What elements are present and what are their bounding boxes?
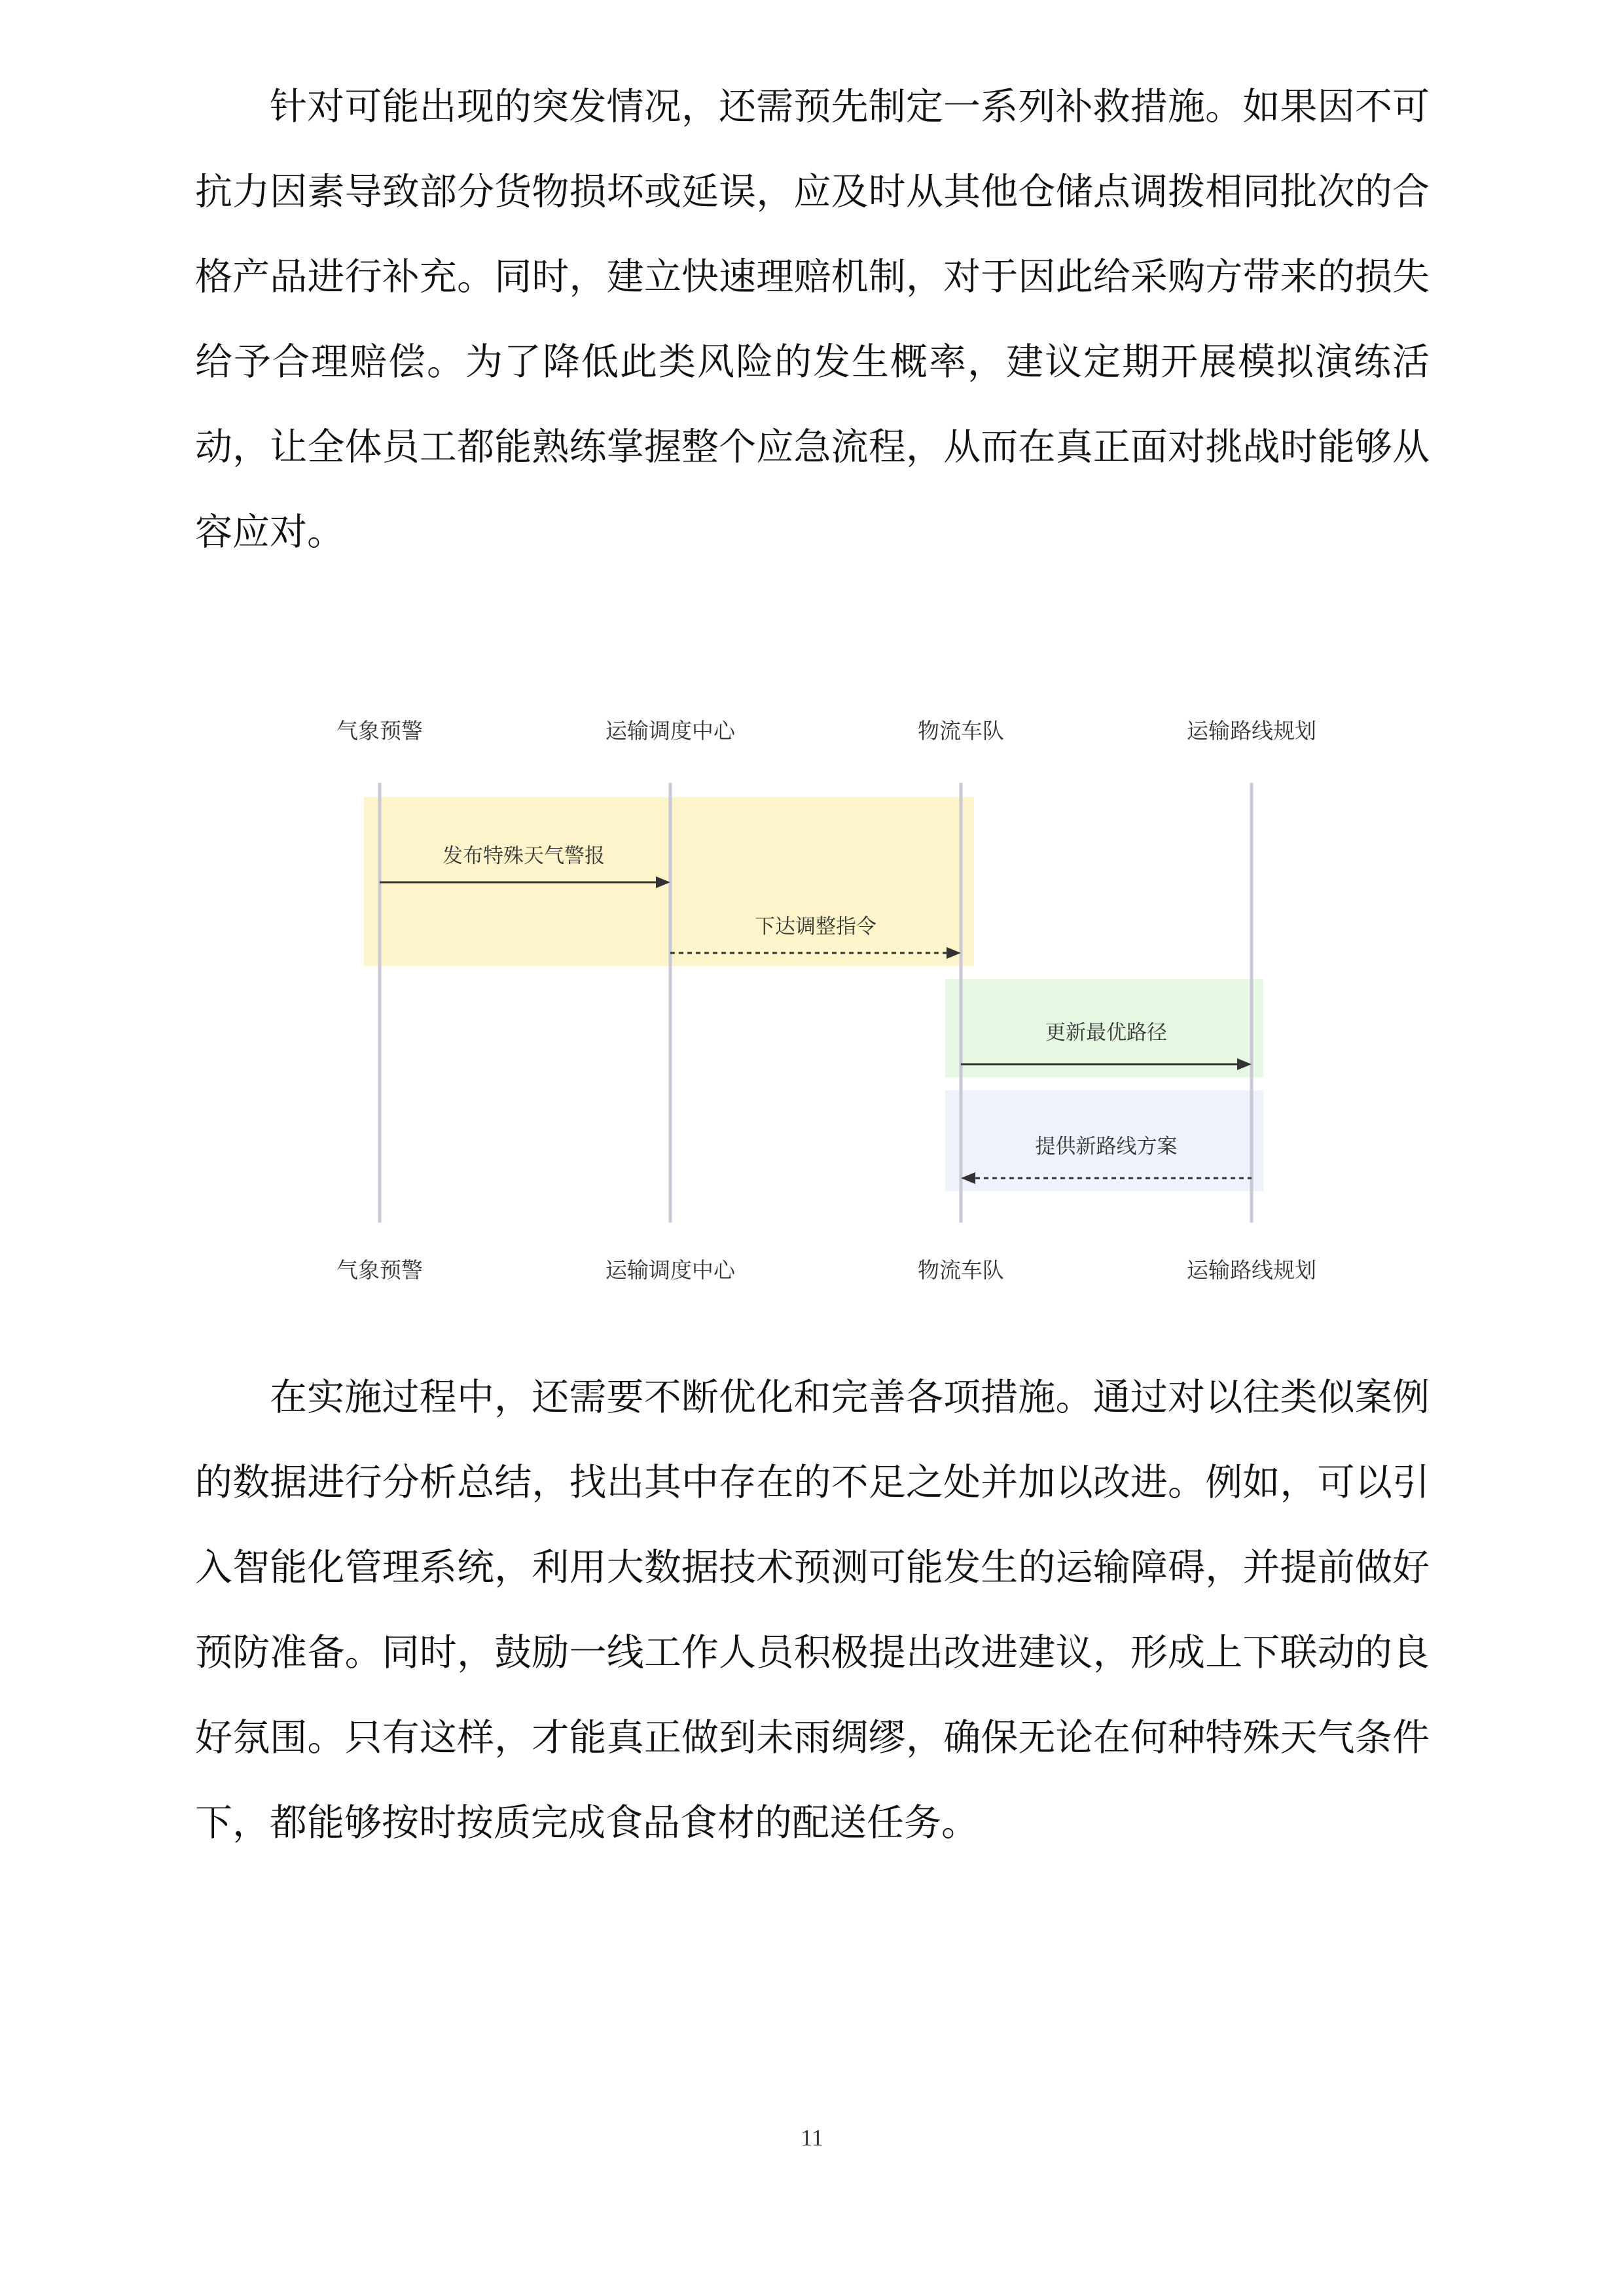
participant-dispatch-bottom: 运输调度中心: [605, 1257, 735, 1283]
participant-routing-top: 运输路线规划: [1187, 718, 1316, 744]
participant-weather-bottom: 气象预警: [336, 1257, 423, 1283]
message-label-issue-alert: 发布特殊天气警报: [442, 844, 605, 868]
paragraph-contingency-measures: 针对可能出现的突发情况，还需预先制定一系列补救措施。如果因不可抗力因素导致部分货物损坏或延误，应及时从其他仓储点调拨相同批次的合格产品进行补充。同时，建立快速理赔机制，对于因此给采购方带来的损失给予合理赔偿。为了降低此类风险的发生概率，建议定期开展模拟演练活动，让全体员工都能熟练掌握整个应急流程，从而在真正面对挑战时能够从容应对。: [195, 85, 1430, 554]
message-label-provide-plan: 提供新路线方案: [1035, 1135, 1178, 1158]
sequence-diagram: [281, 700, 1342, 1302]
message-label-update-route: 更新最优路径: [1045, 1021, 1167, 1045]
participant-weather-top: 气象预警: [336, 718, 423, 744]
participant-dispatch-top: 运输调度中心: [605, 718, 735, 744]
page-number: 11: [801, 2125, 823, 2151]
paragraph-implementation-optimization: 在实施过程中，还需要不断优化和完善各项措施。通过对以往类似案例的数据进行分析总结，找出其中存在的不足之处并加以改进。例如，可以引入智能化管理系统，利用大数据技术预测可能发生的运输障碍，并提前做好预防准备。同时，鼓励一线工作人员积极提出改进建议，形成上下联动的良好氛围。只有这样，才能真正做到未雨绸缪，确保无论在何种特殊天气条件下，都能够按时按质完成食品食材的配送任务。: [195, 1376, 1430, 1844]
participant-fleet-bottom: 物流车队: [918, 1257, 1004, 1283]
participant-fleet-top: 物流车队: [918, 718, 1004, 744]
message-label-issue-instruction: 下达调整指令: [755, 915, 876, 939]
participant-routing-bottom: 运输路线规划: [1187, 1257, 1316, 1283]
